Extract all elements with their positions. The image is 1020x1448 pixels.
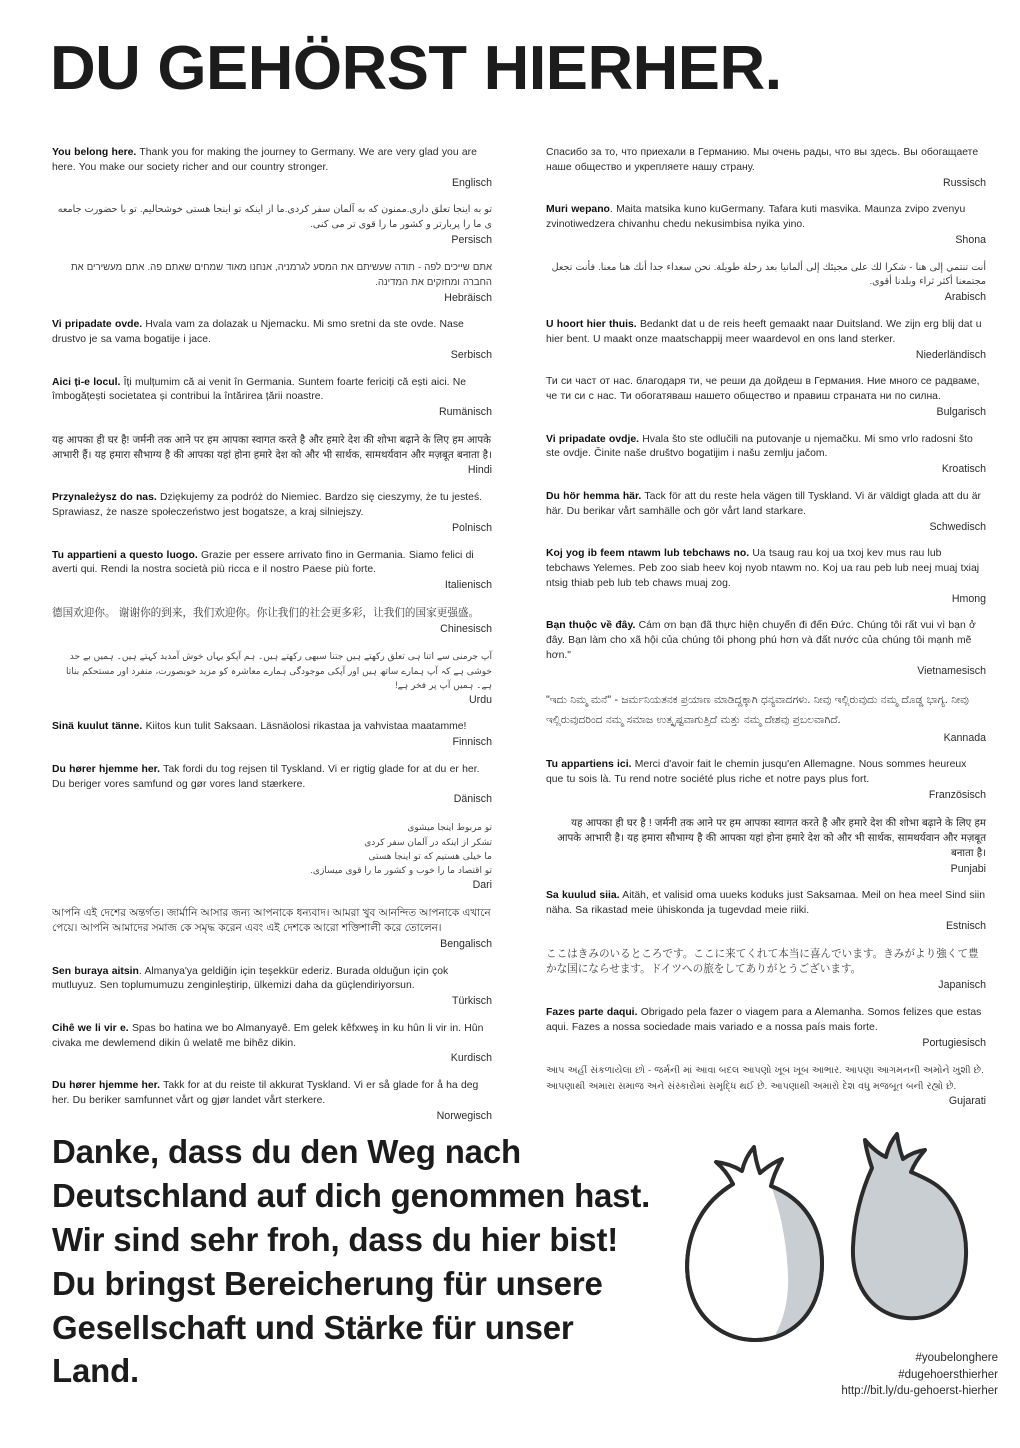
message-text: تو مربوط اینجا میشوی تشکر از اینکه در آلمان سفر کردی ما خیلی هستیم که تو اینجا هستی تو اقتصاد ما را خوب و کشور ما را قوی میسازی. — [310, 822, 492, 876]
message-block-punjabi — [546, 816, 986, 877]
message-text — [546, 619, 986, 663]
hashtag-youbelonghere: #youbelonghere — [915, 1352, 998, 1364]
message-language-label: Polnisch — [451, 521, 492, 534]
message-lead: U hoort hier thuis. — [546, 319, 637, 331]
message-language-label: Türkisch — [451, 995, 492, 1008]
message-body: Kiitos kun tulit Saksaan. Läsnäolosi rikastaa ja vahvistaa maatamme! — [142, 721, 467, 733]
message-language-label: Hebräisch — [444, 291, 492, 304]
message-language-label: Vietnamesisch — [917, 664, 986, 677]
messages-region — [0, 146, 1020, 1122]
message-body: Hvala što ste odlučili na putovanje u njemačku. Mi smo vrlo radosni što ste ovdje. Činite naše društvo bogatijim i našu zemlju jačom. — [546, 433, 973, 460]
message-lead: Aici ți-e locul. — [52, 376, 121, 388]
message-block-russisch — [546, 146, 986, 190]
message-language-label: Russisch — [943, 176, 986, 189]
bottom-section — [0, 1118, 1020, 1448]
message-text — [546, 547, 986, 591]
message-lead: Muri wepano — [546, 204, 610, 216]
message-lead: Tu appartieni a questo luogo. — [52, 549, 198, 561]
message-text: આપ અહીં સંકળાયેલા છો - જર્મની માં આવા બદલ આપણો ખૂબ ખૂબ આભાર. આપણા આગમનની અમોને ખુશી છે. આપણાથી અમારા સમાજ અને સંસ્કારોમાં સમૃદ્ધિ થઈ છે. આપણાથી અમારો દેશ વધુ મજબૂત બની રહ્યો છે. — [546, 1065, 984, 1092]
message-body: Îți mulțumim că ai venit în Germania. Suntem foarte fericiți că ești aici. Ne îmbogățești societatea și contribui la întărirea țării noastre. — [52, 376, 467, 403]
message-text: ここはきみのいるところです。ここに来てくれて本当に喜んでいます。きみがより強くて豊かな国にならせます。ドイツへの旅をしてありがとうございます。 — [546, 947, 979, 976]
message-text — [52, 146, 492, 176]
message-text — [546, 889, 986, 919]
message-lead: Vi pripadate ovde. — [52, 319, 143, 331]
message-block-dari — [52, 820, 492, 892]
message-language-label: Bengalisch — [440, 937, 492, 950]
message-text — [52, 1022, 492, 1052]
message-block-dänisch — [52, 763, 492, 807]
message-language-label: Niederländisch — [915, 348, 986, 361]
message-lead: Du hører hjemme her. — [52, 763, 161, 775]
message-body: Thank you for making the journey to Germany. We are very glad you are here. You make our society richer and our country stronger. — [52, 147, 477, 173]
message-language-label: Kurdisch — [450, 1052, 492, 1065]
message-block-rumänisch — [52, 376, 492, 420]
message-block-persisch — [52, 203, 492, 247]
message-block-urdu — [52, 649, 492, 707]
message-text — [52, 318, 492, 348]
poster-headline: DU GEHÖRST HIERHER. — [50, 34, 782, 103]
message-language-label: Urdu — [469, 693, 492, 706]
message-block-hindi — [52, 433, 492, 478]
message-text: यह आपका ही घर है ! जर्मनी तक आने पर हम आपका स्वागत करते है और हमारे देश की शोभा बढ़ाने के लिए हम आपके आभारी है। यह हमारा सौभाग्य है की आपका यहां होना हमारे देश को और भी सार्थक, सामथर्यवान और मज़बूत बनाता है। — [557, 817, 986, 860]
message-block-japanisch — [546, 947, 986, 994]
message-block-englisch — [52, 146, 492, 190]
campaign-tags — [698, 1350, 998, 1400]
message-lead: Sen buraya aitsin — [52, 965, 139, 977]
message-block-arabisch — [546, 261, 986, 305]
message-body: Hvala vam za dolazak u Njemacku. Mi smo sretni da ste ovde. Nase drustvo je sa vama bogatije i jace. — [52, 319, 464, 346]
message-text — [546, 490, 986, 520]
message-text: أنت تنتمي إلى هنا - شكرا لك على مجيئك إلى ألمانيا بعد رحلة طويلة. نحن سعداء جدا أنك هنا معنا. فأنت تجعل مجتمعنا أكثر ثراء وبلدنا أقوى. — [551, 261, 986, 288]
message-block-finnisch — [52, 720, 492, 750]
message-language-label: Französisch — [928, 788, 986, 801]
messages-column-left — [52, 146, 492, 1136]
message-language-label: Rumänisch — [439, 406, 492, 419]
message-text: تو به اینجا تعلق داری.ممنون که به آلمان سفر کردی.ما از اینکه تو اینجا هستی خوشحالیم. تو با حضورت جامعه ی ما را پربارتر و کشور ما را قوی تر می کنی. — [57, 204, 492, 231]
message-language-label: Finnisch — [452, 736, 492, 749]
message-lead: Sa kuulud siia. — [546, 890, 620, 902]
message-lead: Bạn thuộc về đây. — [546, 620, 636, 632]
message-text — [546, 758, 986, 788]
message-language-label: Estnisch — [945, 919, 986, 932]
german-statement: Danke, dass du den Weg nach Deutschland auf dich genommen hast. Wir sind sehr froh, dass du hier bist! Du bringst Bereicherung für unsere Gesellschaft und Stärke für unser Land. — [52, 1133, 651, 1390]
message-block-portugiesisch — [546, 1006, 986, 1050]
message-language-label: Hmong — [951, 592, 986, 605]
message-body: . Almanya'ya geldiğin için teşekkür ederiz. Burada olduğun için çok mutluyuz. Sen toplumumuzu zenginleştirip, ülkemizi daha da güçlendiriyorsun. — [52, 965, 449, 992]
message-text — [52, 491, 492, 521]
message-body: Merci d'avoir fait le chemin jusqu'en Allemagne. Nous sommes heureux que tu sois là. Tu rend notre société plus riche et notre pays plus fort. — [546, 759, 967, 786]
message-text — [52, 376, 492, 406]
message-lead: Vi pripadate ovdje. — [546, 433, 639, 445]
pomegranate-artwork — [676, 1132, 998, 1382]
message-lead: Cihê we li vir e. — [52, 1022, 129, 1034]
message-language-label: Serbisch — [450, 348, 492, 361]
message-body: Obrigado pela fazer o viagem para a Alemanha. Somos felizes que estas aqui. Fazes a nossa sociedade mais variado e a nossa país mais forte. — [546, 1007, 982, 1033]
message-language-label: Englisch — [451, 176, 492, 189]
message-body: Spas bo hatina we bo Almanyayê. Em gelek kêfxweş in ku hûn li vir in. Hûn civaka me dewlemend dikin û welatê me bihêz dikin. — [52, 1022, 484, 1049]
message-block-schwedisch — [546, 490, 986, 534]
message-language-label: Bulgarisch — [936, 405, 986, 418]
message-language-label: Kroatisch — [941, 463, 986, 476]
message-language-label: Gujarati — [948, 1095, 986, 1108]
message-block-kurdisch — [52, 1022, 492, 1066]
message-language-label: Japanisch — [938, 979, 986, 992]
message-language-label: Hindi — [467, 464, 492, 477]
message-body: Ua tsaug rau koj ua txoj kev mus rau lub tebchaws Yelemes. Peb zoo siab heev koj nyob ntawm no. Koj ua rau peb lub neej muaj txiaj ntsig thiab peb lub teb chaws muaj zog. — [546, 548, 980, 589]
campaign-url[interactable]: http://bit.ly/du-gehoerst-hierher — [841, 1385, 998, 1398]
message-block-serbisch — [52, 318, 492, 362]
message-text: "ಇದು ನಿಮ್ಮ ಮನೆ" - ಜರ್ಮನಿಯತನಕ ಪ್ರಯಾಣ ಮಾಡಿದ್ದಕ್ಕಾಗಿ ಧನ್ಯವಾದಗಳು. ನೀವು ಇಲ್ಲಿರುವುದು ನಮ್ಮ ದೊಡ್ಡ ಭಾಗ್ಯ. ನೀವು ಇಲ್ಲಿರುವುದರಿಂದ ನಮ್ಮ ಸಮಾಜ ಉತ್ಕೃಷ್ಟವಾಗುತ್ತಿದೆ ಮತ್ತು ನಮ್ಮ ದೇಶವು ಪ್ರಬಲವಾಗಿದೆ. — [546, 694, 969, 726]
message-language-label: Arabisch — [944, 291, 986, 304]
message-language-label: Schwedisch — [929, 520, 986, 533]
message-block-gujarati — [546, 1063, 986, 1108]
message-body: Grazie per essere arrivato fino in Germania. Siamo felici di averti qui. Rendi la nostra società più ricca e il nostro Paese più forte. — [52, 549, 474, 576]
message-text: Спасибо за то, что приехали в Германию. Мы очень рады, что вы здесь. Вы обогащаете наше общество и укрепляете нашу страну. — [546, 147, 979, 173]
message-body: Tack för att du reste hela vägen till Tyskland. Vi är väldigt glada att du är här. Du berikar vårt samhälle och gör vårt land starkare. — [546, 490, 981, 517]
message-lead: Tu appartiens ici. — [546, 759, 632, 771]
message-lead: You belong here. — [52, 147, 137, 158]
message-text: আপনি এই দেশের অন্তর্গত। জার্মানি আসার জন্য আপনাকে ধন্যবাদ। আমরা খুব আনন্দিত আপনাকে এখানে পেয়ে। আপনি আমাদের সমাজ কে সমৃদ্ধ করেন এবং এই দেশকে আরো শক্তিশালী করে তোলেন। — [52, 907, 491, 935]
message-text — [546, 1006, 986, 1036]
message-text — [52, 720, 492, 735]
message-lead: Fazes parte daqui. — [546, 1007, 638, 1019]
pomegranate-back-icon — [853, 1134, 966, 1318]
message-block-estnisch — [546, 889, 986, 933]
message-block-hmong — [546, 547, 986, 606]
message-language-label: Italienisch — [444, 579, 492, 592]
message-text — [546, 318, 986, 348]
message-block-kannada — [546, 691, 986, 745]
message-block-bulgarisch — [546, 375, 986, 419]
message-block-französisch — [546, 758, 986, 802]
message-language-label: Dari — [472, 878, 492, 891]
message-text: Ти си част от нас. благодаря ти, че реши да дойдеш в Германия. Ние много се радваме, че ти си с нас. Ти обогатяваш нашето общество и правиш страната ни по силна. — [546, 376, 980, 403]
message-block-kroatisch — [546, 433, 986, 477]
message-block-vietnamesisch — [546, 619, 986, 678]
message-lead: Koj yog ib feem ntawm lub tebchaws no. — [546, 548, 750, 560]
message-body: Tak fordi du tog rejsen til Tyskland. Vi er rigtig glade for at du er her. Du beriger vores samfund og gør vores land stærkere. — [52, 763, 480, 790]
message-language-label: Chinesisch — [440, 622, 492, 635]
message-lead: Przynależysz do nas. — [52, 492, 157, 504]
messages-column-right — [546, 146, 986, 1122]
message-text — [52, 763, 492, 793]
message-block-shona — [546, 203, 986, 247]
message-text: آپ جرمنی سے اتنا ہی تعلق رکھتے ہیں جتنا سبھی رکھتے ہیں۔ ہم آپکو یہاں خوش آمدید کہتے ہیں۔ ہمیں بے حد خوشی ہے کہ آپ ہمارے ساتھ ہیں اور آپکی موجودگی ہمارے معاشرہ کو مزید خوبصورت، منفرد اور مستحکم بناتا ہے۔ ہمیں آپ پر فخر ہے! — [65, 651, 492, 691]
message-block-polnisch — [52, 491, 492, 535]
pomegranate-front-icon — [687, 1147, 822, 1340]
message-text — [546, 433, 986, 463]
message-language-label: Persisch — [451, 234, 492, 247]
message-text — [546, 203, 986, 233]
message-body: Dziękujemy za podróż do Niemiec. Bardzo się cieszymy, że tu jesteś. Sprawiasz, że nasze społeczeństwo jest bogatsze, a kraj silniejszy. — [52, 492, 483, 518]
message-lead: Du hör hemma här. — [546, 490, 642, 502]
message-body: Aitäh, et valisid oma uueks koduks just Saksamaa. Meil on hea meel Sind siin näha. Sa rikastad meie ühiskonda ja tugevdad meie riiki. — [546, 890, 985, 917]
message-text: यह आपका ही घर है! जर्मनी तक आने पर हम आपका स्वागत करते है और हमारे देश की शोभा बढ़ाने के लिए हम आपके आभारी हैं। यह हमारा सौभाग्य है की आपका यहां होना हमारे देश को और भी सार्थक, सामथर्यवान और मज़बूत बनाता है। — [52, 434, 492, 462]
message-body: Bedankt dat u de reis heeft gemaakt naar Duitsland. We zijn erg blij dat u hier bent. U maakt onze maatschappij meer waardevol en ons land sterker. — [546, 319, 982, 345]
message-text — [52, 549, 492, 579]
message-block-niederländisch — [546, 318, 986, 362]
message-body: Cám ơn bạn đã thực hiện chuyến đi đến Đức. Chúng tôi rất vui vì bạn ở đây. Bạn làm cho xã hội của chúng tôi phong phú hơn và đất nước của chúng tôi mạnh mẽ hơn." — [546, 620, 976, 661]
message-block-türkisch — [52, 965, 492, 1009]
message-language-label: Norwegisch — [436, 1109, 492, 1122]
message-block-hebräisch — [52, 261, 492, 305]
message-body: Takk for at du reiste til akkurat Tyskland. Vi er så glade for å ha deg her. Du beriker samfunnet vårt og gjør landet vårt sterkere. — [52, 1080, 479, 1106]
message-block-chinesisch — [52, 606, 492, 637]
message-text: אתם שייכים לפה - תודה שעשיתם את המסע לגרמניה, אנחנו מאוד שמחים שאתם פה. אתם מעשירים את החברה ומחזקים את המדינה. — [71, 261, 492, 288]
message-block-bengalisch — [52, 906, 492, 952]
message-text: 德国欢迎你。 谢谢你的到来，我们欢迎你。你让我们的社会更多彩，让我们的国家更强盛。 — [52, 606, 480, 619]
message-lead: Du hører hjemme her. — [52, 1080, 161, 1092]
message-text — [52, 1079, 492, 1109]
hashtag-dugehoersthierher: #dugehoersthierher — [898, 1368, 998, 1381]
message-language-label: Punjabi — [950, 862, 986, 875]
message-language-label: Shona — [955, 233, 986, 246]
message-language-label: Dänisch — [453, 793, 492, 806]
message-text — [52, 965, 492, 995]
message-lead: Sinä kuulut tänne. — [52, 721, 143, 733]
message-language-label: Portugiesisch — [922, 1036, 986, 1049]
message-language-label: Kannada — [943, 731, 986, 744]
message-block-italienisch — [52, 549, 492, 593]
message-block-norwegisch — [52, 1079, 492, 1123]
message-body: . Maita matsika kuno kuGermany. Tafara kuti masvika. Maunza zvipo zvenyu zvinotiwedzera chivanhu chedu nekusimbisa nyika yino. — [546, 204, 966, 231]
